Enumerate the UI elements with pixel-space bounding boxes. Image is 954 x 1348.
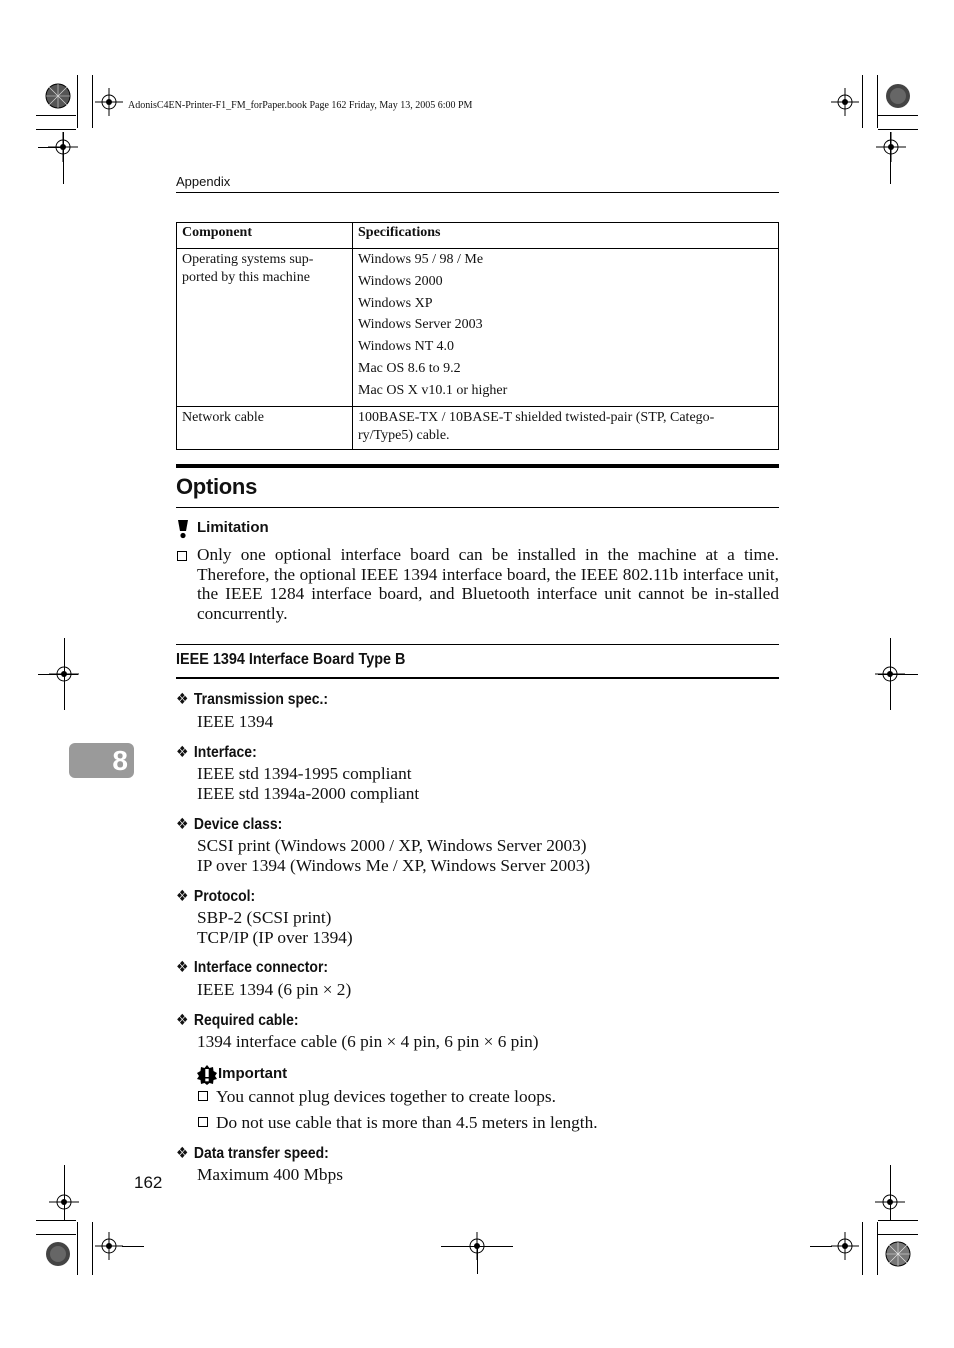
ieee-section-title: IEEE 1394 Interface Board Type B (176, 651, 406, 668)
spec-line: TCP/IP (IP over 1394) (197, 928, 353, 947)
limitation-heading: Limitation (197, 519, 269, 536)
ieee-rule-top (176, 644, 779, 645)
spec-heading-protocol (176, 887, 255, 906)
diamond-bullet-icon: ❖ (176, 1012, 189, 1029)
limitation-icon (176, 519, 190, 539)
table-header-row (177, 223, 779, 249)
component-line: Operating systems sup- (182, 252, 314, 267)
header-rule (176, 192, 779, 193)
section-label: Appendix (176, 174, 231, 189)
os-item: Windows 2000 (358, 273, 443, 289)
os-item: Windows XP (358, 295, 433, 311)
component-line: Network cable (182, 409, 265, 425)
component-cell (177, 249, 353, 407)
diamond-bullet-icon: ❖ (176, 1145, 189, 1162)
spec-value-required-cable (197, 1032, 539, 1052)
important-item-text: Do not use cable that is more than 4.5 meters in length. (216, 1113, 598, 1132)
registration-mark-icon (831, 1232, 859, 1260)
ieee-rule-bottom (176, 677, 779, 679)
registration-mark-icon (875, 1187, 905, 1217)
spec-line: IP over 1394 (Windows Me / XP, Windows Server 2003) (197, 856, 591, 875)
os-item: Windows 95 / 98 / Me (358, 252, 484, 267)
registration-mark-icon (876, 132, 906, 162)
component-line: ported by this machine (182, 270, 310, 285)
spec-label: Required cable: (193, 1012, 299, 1029)
registration-mark-icon (95, 1232, 123, 1260)
spec-line: IEEE std 1394a-2000 compliant (197, 784, 420, 803)
important-icon (197, 1065, 217, 1085)
registration-mark-icon (880, 78, 916, 114)
spec-value-interface-connector (197, 980, 351, 1000)
spec-line: SBP-2 (SCSI print) (197, 908, 332, 927)
checkbox-icon (198, 1091, 208, 1101)
spec-value-data-transfer-speed (197, 1165, 343, 1185)
spec-label: Device class: (193, 816, 283, 833)
spec-value-device-class (197, 836, 590, 876)
important-heading: Important (218, 1065, 288, 1082)
column-header-specifications: Specifications (353, 223, 779, 249)
print-header: AdonisC4EN-Printer-F1_FM_forPaper.book Page 162 Friday, May 13, 2005 6:00 PM (128, 100, 473, 111)
spec-table (176, 222, 779, 450)
options-rule-bottom (176, 507, 779, 508)
os-item: Windows NT 4.0 (358, 339, 455, 355)
spec-heading-transmission (176, 690, 328, 709)
chapter-tab: 8 (69, 743, 134, 778)
spec-line: IEEE 1394 (6 pin × 2) (197, 980, 352, 999)
diamond-bullet-icon: ❖ (176, 691, 189, 708)
specifications-cell (353, 249, 779, 407)
spec-line: Maximum 400 Mbps (197, 1165, 343, 1184)
spec-label: Transmission spec.: (193, 691, 329, 708)
diamond-bullet-icon: ❖ (176, 816, 189, 833)
checkbox-icon (177, 551, 187, 561)
specifications-cell (353, 406, 779, 449)
spec-line: IEEE std 1394-1995 compliant (197, 764, 412, 783)
spec-value-interface (197, 764, 419, 804)
os-item: Mac OS 8.6 to 9.2 (358, 360, 461, 376)
spec-heading-interface-connector (176, 958, 328, 977)
page-number: 162 (134, 1173, 163, 1192)
limitation-text: Only one optional interface board can be installed in the machine at a time. Therefore, the optional IEEE 1394 interface board, the IEEE 802.11b interface unit, the IEEE 1284 interface board, and Bluetooth interface unit cannot be in-stalled concurrently. (197, 545, 779, 623)
column-header-component: Component (177, 223, 353, 249)
os-item: Mac OS X v10.1 or higher (358, 382, 508, 398)
checkbox-icon (198, 1117, 208, 1127)
spec-line: IEEE 1394 (197, 712, 274, 731)
registration-mark-icon (40, 78, 76, 114)
os-item: Windows Server 2003 (358, 317, 483, 333)
spec-heading-required-cable (176, 1011, 299, 1030)
registration-mark-icon (49, 1187, 79, 1217)
diamond-bullet-icon: ❖ (176, 744, 189, 761)
diamond-bullet-icon: ❖ (176, 959, 189, 976)
diamond-bullet-icon: ❖ (176, 888, 189, 905)
spec-heading-data-transfer-speed (176, 1144, 329, 1163)
important-item (198, 1087, 556, 1107)
spec-label: Interface connector: (193, 959, 329, 976)
spec-line: SCSI print (Windows 2000 / XP, Windows Server 2003) (197, 836, 587, 855)
options-rule-top (176, 464, 779, 468)
important-item-text: You cannot plug devices together to create loops. (216, 1087, 556, 1106)
spec-label: Protocol: (193, 888, 256, 905)
spec-heading-device-class (176, 815, 282, 834)
registration-mark-icon (831, 88, 859, 116)
important-item (198, 1113, 598, 1133)
component-cell (177, 406, 353, 449)
table-row (177, 249, 779, 407)
options-title: Options (176, 474, 258, 499)
table-row (177, 406, 779, 449)
spec-value-transmission (197, 712, 273, 732)
spec-value-protocol (197, 908, 353, 948)
registration-mark-icon (880, 1236, 916, 1272)
spec-line: ry/Type5) cable. (358, 427, 450, 443)
spec-label: Data transfer speed: (193, 1145, 329, 1162)
spec-label: Interface: (193, 744, 257, 761)
spec-heading-interface (176, 743, 257, 762)
spec-line: 1394 interface cable (6 pin × 4 pin, 6 pin × 6 pin) (197, 1032, 539, 1051)
registration-mark-icon (95, 88, 123, 116)
spec-line: 100BASE-TX / 10BASE-T shielded twisted-pair (STP, Catego- (358, 409, 715, 425)
registration-mark-icon (40, 1236, 76, 1272)
